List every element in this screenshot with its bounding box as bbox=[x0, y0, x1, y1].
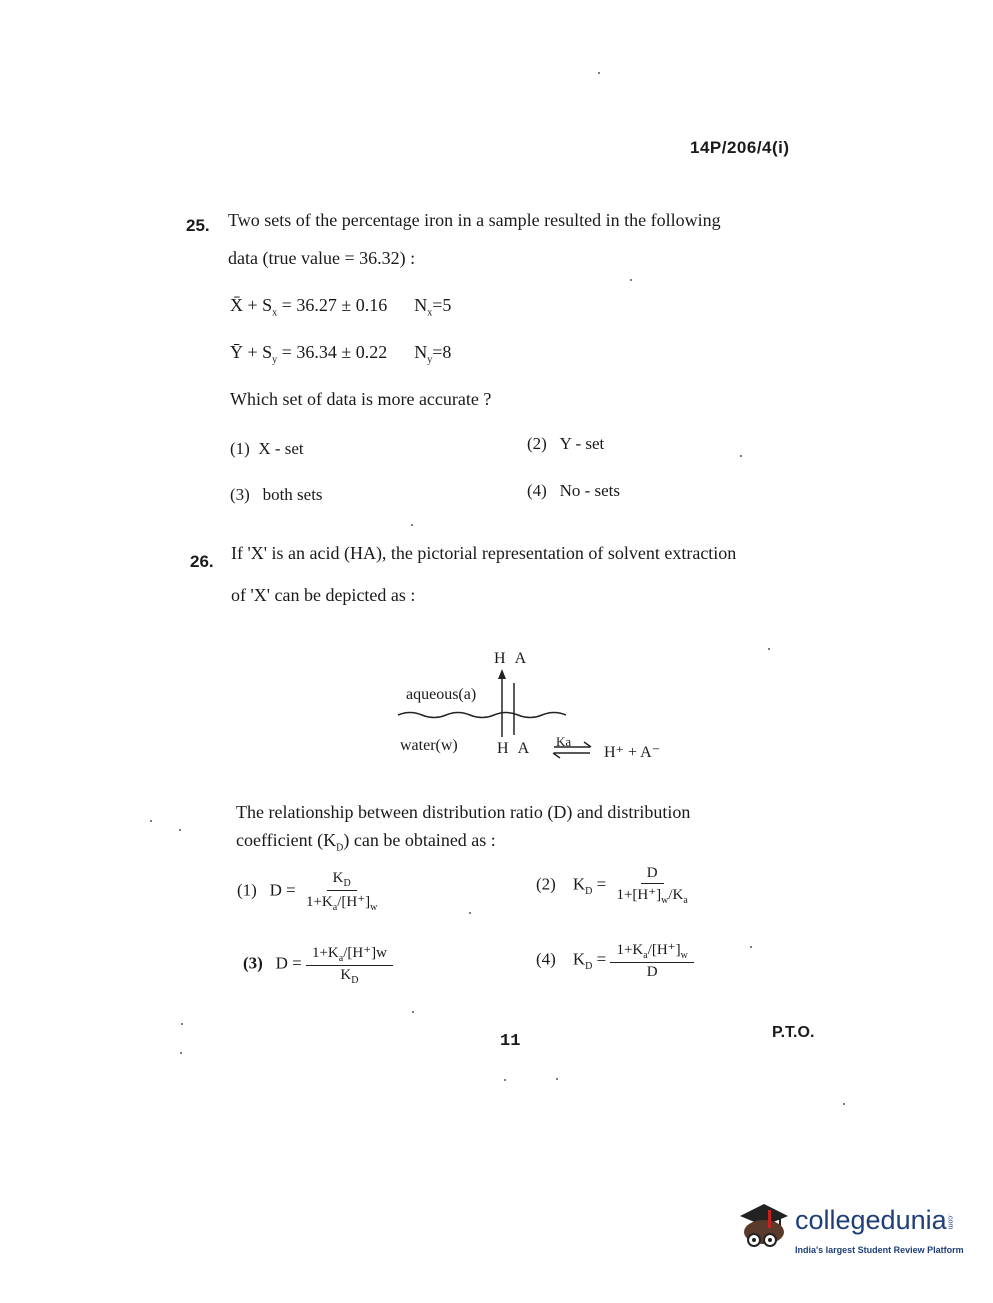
fraction: $\frac{K_D}{1+K_a/[H^+]_w}$ bbox=[305, 870, 378, 913]
scan-speck bbox=[843, 1103, 845, 1105]
option-4[interactable]: (4) $K_D$ = $\frac{1+K_a/[H^+]_w}{D}$ bbox=[536, 940, 694, 981]
page-number: 11 bbox=[500, 1032, 521, 1051]
diagram-ka-label: Ka bbox=[556, 734, 572, 749]
option-4[interactable]: (4) No - sets bbox=[527, 481, 621, 500]
question-text-line1: If 'X' is an acid (HA), the pictorial representation of solvent extraction bbox=[231, 543, 737, 563]
question-text-line2: of 'X' can be depicted as : bbox=[231, 585, 416, 605]
diagram-lines bbox=[390, 665, 610, 770]
scan-speck bbox=[179, 829, 181, 831]
fraction: $\frac{1+K_a/[H^+]w}{K_D}$ bbox=[306, 943, 393, 986]
relation-text-line1: The relationship between distribution ratio (D) and distribution bbox=[236, 802, 691, 822]
question-number: 26. bbox=[190, 552, 214, 571]
fraction: $\frac{1+K_a/[H^+]_w}{D}$ bbox=[610, 940, 693, 981]
scan-speck bbox=[750, 946, 752, 948]
diagram-ha-label: H A bbox=[497, 740, 533, 757]
relation-text-line2: coefficient $(K_D)$ can be obtained as : bbox=[236, 830, 496, 854]
scan-speck bbox=[180, 1052, 182, 1054]
scan-speck bbox=[504, 1079, 506, 1081]
diagram-top-label: H A bbox=[494, 650, 530, 667]
scan-speck bbox=[412, 1011, 414, 1013]
option-3[interactable]: (3) D = $\frac{1+K_a/[H^+]w}{K_D}$ bbox=[243, 943, 393, 986]
scan-speck bbox=[630, 279, 632, 281]
question-prompt: Which set of data is more accurate ? bbox=[230, 389, 492, 409]
diagram-water-label: water(w) bbox=[400, 737, 458, 754]
question-text-line2: data (true value = 36.32) : bbox=[228, 248, 416, 268]
scan-speck bbox=[740, 455, 742, 457]
pto-label: P.T.O. bbox=[772, 1024, 815, 1041]
question-number: 25. bbox=[186, 216, 210, 235]
scan-speck bbox=[768, 648, 770, 650]
option-1[interactable]: (1) D = $\frac{K_D}{1+K_a/[H^+]_w}$ bbox=[237, 870, 383, 913]
equation-y: Ȳ + $S_y = 36.34 \pm 0.22$ $N_y=8$ bbox=[230, 342, 452, 366]
scan-speck bbox=[469, 912, 471, 914]
logo-tagline: India's largest Student Review Platform bbox=[795, 1245, 964, 1255]
scan-speck bbox=[411, 524, 413, 526]
option-2[interactable]: (2) $K_D$ = $\frac{D}{1+[H^+]_w/K_a}$ bbox=[536, 865, 694, 906]
fraction: $\frac{D}{1+[H^+]_w/K_a}$ bbox=[616, 865, 688, 906]
diagram-aqueous-label: aqueous(a) bbox=[406, 686, 477, 703]
option-2[interactable]: (2) Y - set bbox=[527, 434, 605, 453]
student-mascot-icon bbox=[734, 1196, 794, 1256]
scan-speck bbox=[181, 1023, 183, 1025]
question-text-line1: Two sets of the percentage iron in a sample resulted in the following bbox=[228, 210, 721, 230]
diagram-products-label: H⁺ + A⁻ bbox=[604, 744, 661, 761]
paper-code: 14P/206/4(i) bbox=[690, 138, 790, 157]
scan-speck bbox=[150, 820, 152, 822]
scan-speck bbox=[556, 1078, 558, 1080]
logo-wordmark: collegedunia.com bbox=[795, 1205, 954, 1235]
scan-speck bbox=[598, 72, 600, 74]
equation-x: X̄ + $S_x = 36.27 \pm 0.16$ $N_x=5$ bbox=[230, 295, 452, 319]
option-1[interactable]: (1) X - set bbox=[230, 439, 304, 458]
option-3[interactable]: (3) both sets bbox=[230, 485, 323, 504]
